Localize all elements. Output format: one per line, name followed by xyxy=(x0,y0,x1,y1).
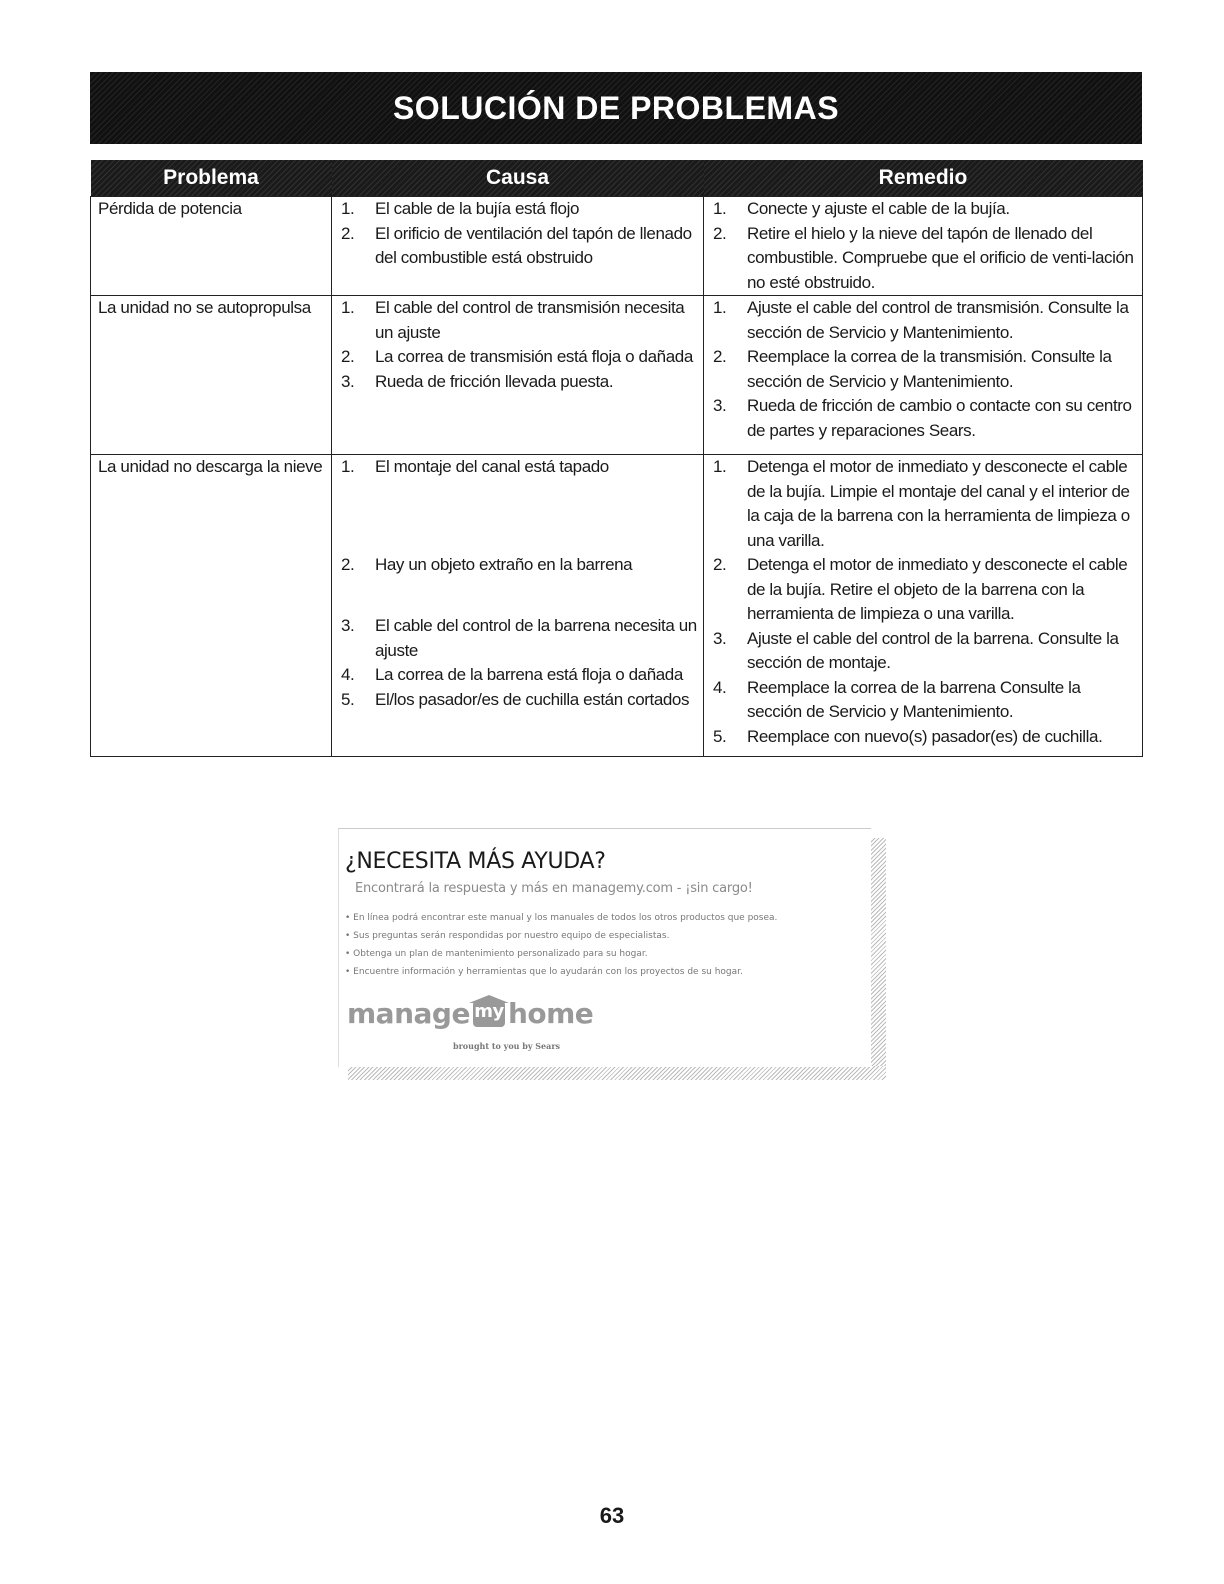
remedy-item: 3. Ajuste el cable del control de la barrena. Consulte la sección de montaje. xyxy=(713,628,1119,672)
cause-item: 1. El cable del control de transmisión necesita un ajuste xyxy=(341,298,685,342)
help-title: ¿NECESITA MÁS AYUDA? xyxy=(345,849,606,874)
remedy-item: 2. Retire el hielo y la nieve del tapón de llenado del combustible. Compruebe que el orificio de venti-lación no esté obstruido. xyxy=(713,223,1134,292)
help-bullet-list xyxy=(345,909,777,981)
remedy-cell xyxy=(704,197,1143,296)
page-title: SOLUCIÓN DE PROBLEMAS xyxy=(392,89,840,126)
page-number: 63 xyxy=(599,1503,625,1528)
logo-text-right: home xyxy=(507,997,594,1030)
cause-item: 5. El/los pasador/es de cuchilla están cortados xyxy=(341,689,690,709)
remedy-item: 2. Detenga el motor de inmediato y desconecte el cable de la bujía. Retire el objeto de la barrena con la herramienta de limpieza o una varilla. xyxy=(713,555,1128,623)
problem-cell: La unidad no descarga la nieve xyxy=(91,455,332,757)
box-shadow xyxy=(870,838,886,1080)
box-shadow xyxy=(348,1066,886,1080)
remedy-cell xyxy=(704,455,1143,757)
logo-text-left: manage xyxy=(347,997,470,1030)
remedy-item: 5. Reemplace con nuevo(s) pasador(es) de cuchilla. xyxy=(713,726,1103,746)
remedy-item: 1. Ajuste el cable del control de transmisión. Consulte la sección de Servicio y Mantenimiento. xyxy=(713,298,1129,342)
house-icon: my xyxy=(473,1001,505,1027)
remedy-item: 4. Reemplace la correa de la barrena Consulte la sección de Servicio y Mantenimiento. xyxy=(713,677,1081,721)
cause-item: 3. Rueda de fricción llevada puesta. xyxy=(341,371,614,391)
troubleshooting-table xyxy=(90,160,1143,757)
cause-item: 2. El orificio de ventilación del tapón de llenado del combustible está obstruido xyxy=(341,223,692,267)
cause-item: 4. La correa de la barrena está floja o dañada xyxy=(341,665,683,684)
table-row xyxy=(91,197,1143,296)
help-box-panel xyxy=(338,828,871,1067)
problem-cell: Pérdida de potencia xyxy=(91,197,332,296)
column-header-remedy: Remedio xyxy=(704,160,1143,197)
cause-item: 3. El cable del control de la barrena necesita un ajuste xyxy=(341,616,697,660)
help-bullet: • Encuentre información y herramientas que lo ayudarán con los proyectos de su hogar. xyxy=(345,963,777,981)
help-bullet: • En línea podrá encontrar este manual y los manuales de todos los otros productos que posea. xyxy=(345,909,777,927)
remedy-item: 3. Rueda de fricción de cambio o contacte con su centro de partes y reparaciones Sears. xyxy=(713,396,1132,440)
cause-cell xyxy=(332,455,704,757)
cause-item: 2. La correa de transmisión está floja o dañada xyxy=(341,347,693,366)
remedy-cell xyxy=(704,296,1143,455)
table-row xyxy=(91,455,1143,757)
title-banner xyxy=(90,72,1142,144)
cause-cell xyxy=(332,296,704,455)
help-bullet: • Sus preguntas serán respondidas por nuestro equipo de especialistas. xyxy=(345,927,777,945)
remedy-item: 2. Reemplace la correa de la transmisión. Consulte la sección de Servicio y Mantenimiento. xyxy=(713,347,1112,391)
remedy-item: 1. Conecte y ajuste el cable de la bujía. xyxy=(713,199,1010,218)
help-bullet: • Obtenga un plan de mantenimiento personalizado para su hogar. xyxy=(345,945,777,963)
help-subtitle: Encontrará la respuesta y más en managemy.com - ¡sin cargo! xyxy=(355,881,753,896)
column-header-problem: Problema xyxy=(91,160,332,197)
cause-cell xyxy=(332,197,704,296)
table-header-row xyxy=(91,160,1143,197)
remedy-item: 1. Detenga el motor de inmediato y desconecte el cable de la bujía. Limpie el montaje del canal y el interior de la caja de la barrena con la herramienta de limpieza o una varilla. xyxy=(713,457,1130,550)
logo-tagline: brought to you by Sears xyxy=(453,1041,561,1051)
cause-item: 2. Hay un objeto extraño en la barrena xyxy=(341,555,633,574)
table-row xyxy=(91,296,1143,455)
column-header-cause: Causa xyxy=(332,160,704,197)
problem-cell: La unidad no se autopropulsa xyxy=(91,296,332,455)
cause-item: 1. El montaje del canal está tapado xyxy=(341,457,609,476)
managemyhome-logo xyxy=(347,997,593,1030)
help-ad-box xyxy=(338,828,886,1080)
cause-item: 1. El cable de la bujía está flojo xyxy=(341,199,580,218)
